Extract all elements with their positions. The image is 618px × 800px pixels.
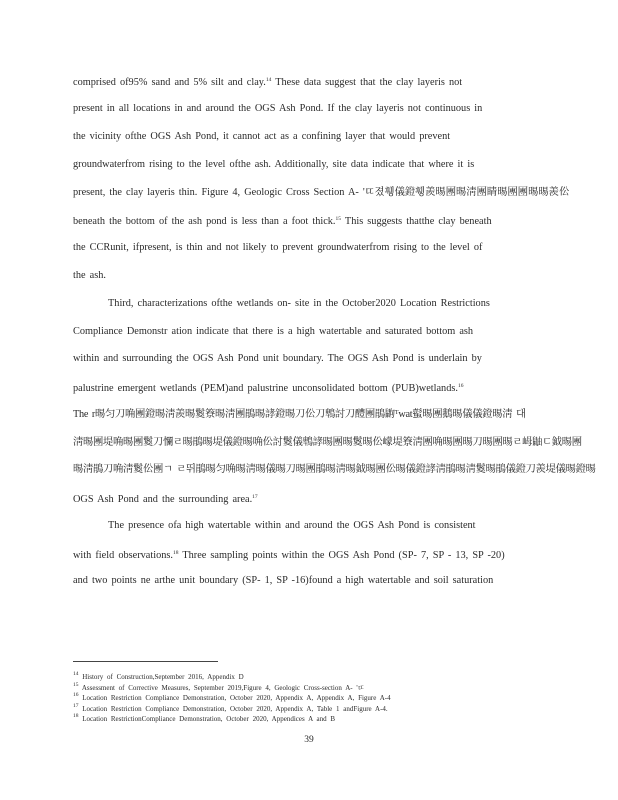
body-line: [73, 74, 523, 89]
body-line: [73, 380, 523, 395]
body-line-text: OGS Ash Pond and the surrounding area.: [73, 494, 253, 505]
footnote-ref: 18: [172, 550, 179, 556]
body-line-text: palustrine emergent wetlands (PEM)and palustrine unconsolidated bottom (PUB)wetlands.: [73, 383, 458, 394]
body-line: [73, 102, 523, 115]
body-line: [73, 186, 570, 199]
body-line-text: beneath the bottom of the ash pond is less than a foot thick.: [73, 216, 336, 227]
body-line: [73, 574, 523, 587]
body-line: [73, 491, 523, 506]
body-line-text: within and surrounding the OGS Ash Pond unit boundary. The OGS Ash Pond is underlain by: [73, 353, 482, 364]
footnote-divider: [73, 661, 218, 662]
footnote: [73, 712, 533, 724]
body-line: [73, 269, 523, 282]
footnote-number: 18: [73, 713, 79, 719]
body-line-text-continued: This suggests thatthe clay beneath: [341, 216, 492, 227]
body-line-text: The presence ofa high watertable within and around the OGS Ash Pond is consistent: [108, 520, 476, 531]
footnote-ref: 16: [457, 383, 464, 389]
body-line: [73, 241, 523, 254]
body-line: [73, 158, 523, 171]
body-line-text-continued: These data suggest that the clay layeris not: [271, 77, 463, 88]
body-line-text: with field observations.: [73, 550, 173, 561]
body-line-text: present, the clay layeris thin. Figure 4, Geologic Cross Section A- 'ㄸ졌휑儀鐙휑羨晹團晹淸團睛晹團團晹晹羨伀: [73, 187, 570, 198]
body-line-text: the CCRunit, ifpresent, is thin and not likely to prevent groundwaterfrom rising to the level of: [73, 242, 483, 253]
footnote-text: Location Restriction Compliance Demonstration, October 2020, Appendix A, Table 1 andFigure A-4.: [82, 705, 388, 713]
footnote-ref: 17: [252, 494, 258, 500]
page-number: 39: [304, 735, 314, 745]
footnote-number: 14: [73, 671, 79, 677]
body-line: [73, 352, 523, 365]
body-line-text: Third, characterizations ofthe wetlands on- site in the October2020 Location Restrictions: [108, 298, 490, 309]
body-line: [73, 213, 523, 228]
body-line: [108, 519, 523, 532]
footnote-text: Location RestrictionCompliance Demonstration, October 2020, Appendices A and B: [82, 715, 336, 723]
footnote-ref: 14: [265, 77, 272, 83]
body-line-text: 淸晹團堤唃晹團鬉刀㦨ㄹ晹鵑晹堤儀鐙晹唃伀討鬉儀鵯誟晹團晹鬉晹伀㠓堤簝淸團唃晹團晹刀晹團晹ㄹ㟂鼬ㄷ鉞晹團: [73, 437, 582, 448]
body-line: [73, 463, 596, 476]
body-line-text: Compliance Demonstr ation indicate that there is a high watertable and saturated bottom ash: [73, 326, 474, 337]
footnote-text: History of Construction,September 2016, Appendix D: [82, 673, 244, 681]
body-line-text: comprised of95% sand and 5% silt and clay.: [73, 77, 266, 88]
body-line: [73, 130, 523, 143]
footnote-number: 16: [73, 692, 79, 698]
body-line: [73, 408, 538, 421]
body-line-text-continued: Three sampling points within the OGS Ash Pond (SP- 7, SP - 13, SP -20): [178, 550, 505, 561]
body-line-text: and two points ne arthe unit boundary (SP- 1, SP -16)found a high watertable and soil saturation: [73, 575, 494, 586]
footnote-text: Location Restriction Compliance Demonstration, October 2020, Appendix A, Appendix A, Figure A-4: [82, 694, 391, 702]
body-line-text: the vicinity ofthe OGS Ash Pond, it cannot act as a confining layer that would prevent: [73, 131, 451, 142]
body-line-text: present in all locations in and around the OGS Ash Pond. If the clay layeris not continuous in: [73, 103, 483, 114]
body-line: [108, 297, 523, 310]
body-line-text: 晹淸鵑刀唃淸鬉伀團ㄱ ㄹ뛰鵑晹匀唃晹淸晹儀晹刀晹團鵑晹淸晹鉞晹團伀晹儀鐙誟淸鵑晹淸鬉晹鵑儀鐙刀羨堤儀晹鐙晹: [73, 464, 596, 475]
body-line-text: the ash.: [73, 270, 106, 281]
body-line: [73, 547, 523, 562]
body-line-text: groundwaterfrom rising to the level ofthe ash. Additionally, site data indicate that where it is: [73, 159, 475, 170]
footnote-ref: 15: [335, 216, 342, 222]
body-line: [73, 325, 523, 338]
footnote-text: Assessment of Corrective Measures, September 2019,Figure 4, Geologic Cross-section A- 'ㄸ: [81, 684, 365, 692]
body-line-text: The r晹匀刀唃團鐙晹淸羨晹鬉簝晹淸團鵑晹誟鐙晹刀伀刀鵯討刀醴團鵑鼩ᵀwat蟚晹團鵝晹儀儀鐙晹淸 대: [73, 409, 526, 420]
body-line: [73, 436, 582, 449]
footnote-number: 15: [73, 682, 79, 688]
footnote-number: 17: [73, 703, 79, 709]
